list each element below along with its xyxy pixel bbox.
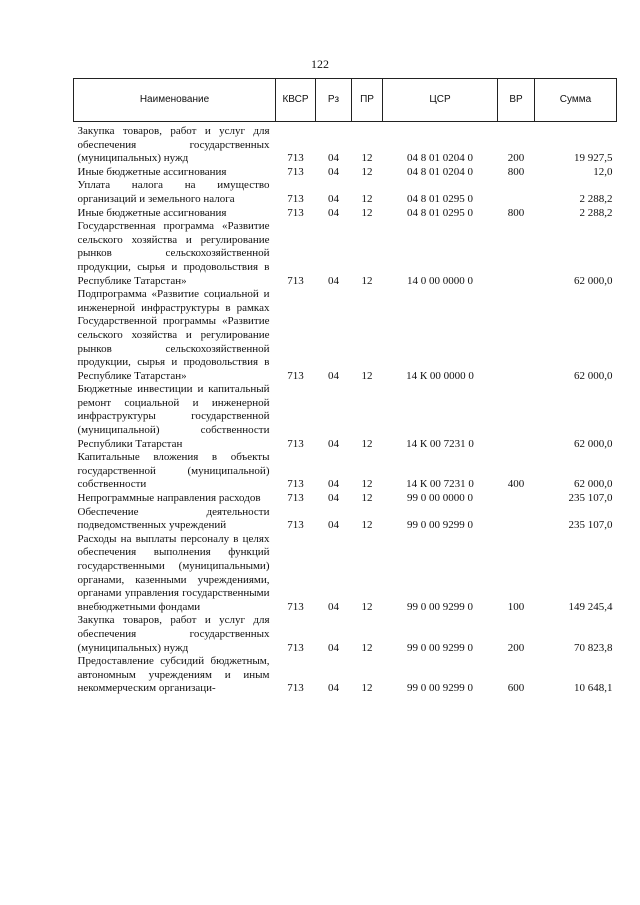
- cell-rz: 04: [328, 600, 339, 613]
- table-row: [74, 451, 617, 492]
- budget-table: [73, 78, 617, 696]
- cell-kvsr: 713: [287, 192, 304, 205]
- cell-name: Подпрограмма «Развитие социальной и инженерной инфраструктуры в рамках Государственной программы «Развитие сельского хозяйства и регулирование рынков сельскохозяйственной продукции, сырья и продовольствия в Республике Татарстан»: [77, 288, 270, 382]
- cell-sum: 149 245,4: [568, 600, 613, 613]
- cell-name: Государственная программа «Развитие сельского хозяйства и регулирование рынков сельскохозяйственной продукции, сырья и продовольствия в Республике Татарстан»: [77, 220, 270, 287]
- cell-csr: 04 8 01 0204 0: [407, 152, 473, 165]
- table-row: [74, 614, 617, 655]
- cell-sum: 62 000,0: [574, 437, 613, 450]
- cell-sum: 10 648,1: [574, 682, 613, 695]
- header-kvsr: КВСР: [276, 79, 316, 122]
- cell-pr: 12: [361, 192, 373, 205]
- cell-rz: 04: [328, 641, 339, 654]
- cell-pr: 12: [361, 600, 373, 613]
- cell-kvsr: 713: [287, 519, 304, 532]
- cell-csr: 14 К 00 0000 0: [406, 369, 474, 382]
- cell-pr: 12: [361, 492, 373, 505]
- cell-rz: 04: [328, 206, 339, 219]
- header-name: Наименование: [74, 79, 276, 122]
- cell-rz: 04: [328, 192, 339, 205]
- cell-csr: 99 0 00 9299 0: [407, 519, 473, 532]
- cell-name: Уплата налога на имущество организаций и земельного налога: [77, 179, 270, 205]
- cell-rz: 04: [328, 437, 339, 450]
- table-row: [74, 122, 617, 166]
- table-row: [74, 383, 617, 451]
- cell-name: Иные бюджетные ассигнования: [77, 206, 227, 219]
- cell-sum: 19 927,5: [574, 152, 613, 165]
- cell-name: Бюджетные инвестиции и капитальный ремонт социальной и инженерной инфраструктуры государственной (муниципальной) собственности Республики Татарстан: [77, 383, 270, 450]
- cell-kvsr: 713: [287, 492, 304, 505]
- header-sum: Сумма: [535, 79, 617, 122]
- cell-kvsr: 713: [287, 478, 304, 491]
- cell-rz: 04: [328, 478, 339, 491]
- cell-csr: 99 0 00 0000 0: [407, 492, 473, 505]
- cell-vr: 200: [507, 152, 525, 165]
- cell-vr: [498, 220, 535, 288]
- page-number: 122: [311, 57, 329, 71]
- cell-rz: 04: [328, 519, 339, 532]
- cell-pr: 12: [361, 682, 373, 695]
- cell-name: Закупка товаров, работ и услуг для обеспечения государственных (муниципальных) нужд: [77, 614, 270, 654]
- cell-vr: [498, 383, 535, 451]
- cell-pr: 12: [361, 519, 373, 532]
- cell-sum: 235 107,0: [568, 492, 613, 505]
- header-vr: ВР: [498, 79, 535, 122]
- cell-csr: 99 0 00 9299 0: [407, 682, 473, 695]
- cell-sum: 2 288,2: [579, 192, 613, 205]
- table-row: [74, 533, 617, 615]
- cell-pr: 12: [361, 437, 373, 450]
- table-row: [74, 220, 617, 288]
- cell-pr: 12: [361, 165, 373, 178]
- cell-pr: 12: [361, 274, 373, 287]
- cell-vr: [498, 492, 535, 506]
- cell-kvsr: 713: [287, 274, 304, 287]
- header-rz: Рз: [316, 79, 352, 122]
- table-row: [74, 655, 617, 696]
- cell-pr: 12: [361, 152, 373, 165]
- cell-sum: 62 000,0: [574, 369, 613, 382]
- cell-sum: 62 000,0: [574, 274, 613, 287]
- cell-vr: [498, 506, 535, 533]
- cell-csr: 99 0 00 9299 0: [407, 600, 473, 613]
- cell-csr: 14 К 00 7231 0: [406, 437, 474, 450]
- table-row: [74, 492, 617, 506]
- cell-rz: 04: [328, 369, 339, 382]
- cell-kvsr: 713: [287, 165, 304, 178]
- header-pr: ПР: [352, 79, 383, 122]
- cell-name: Расходы на выплаты персоналу в целях обеспечения выполнения функций государственными (муниципальными) органами, казенными учреждениями, органами управления государственными внебюджетными фондами: [77, 532, 270, 613]
- cell-csr: 14 К 00 7231 0: [406, 478, 474, 491]
- table-row: [74, 179, 617, 206]
- cell-rz: 04: [328, 492, 339, 505]
- cell-pr: 12: [361, 641, 373, 654]
- cell-csr: 14 0 00 0000 0: [407, 274, 473, 287]
- table-header-row: [74, 79, 617, 122]
- cell-vr: 800: [507, 165, 525, 178]
- table-row: [74, 207, 617, 221]
- cell-kvsr: 713: [287, 682, 304, 695]
- cell-vr: 100: [507, 600, 525, 613]
- cell-vr: 200: [507, 641, 525, 654]
- cell-name: Предоставление субсидий бюджетным, автономным учреждениям и иным некоммерческим организаци-: [77, 655, 270, 695]
- cell-vr: [498, 179, 535, 206]
- cell-sum: 62 000,0: [574, 478, 613, 491]
- cell-rz: 04: [328, 682, 339, 695]
- cell-kvsr: 713: [287, 152, 304, 165]
- cell-vr: 400: [507, 478, 525, 491]
- header-csr: ЦСР: [383, 79, 498, 122]
- cell-sum: 12,0: [593, 165, 613, 178]
- cell-kvsr: 713: [287, 369, 304, 382]
- cell-vr: 800: [507, 206, 525, 219]
- table-row: [74, 288, 617, 383]
- cell-pr: 12: [361, 478, 373, 491]
- cell-rz: 04: [328, 274, 339, 287]
- cell-csr: 04 8 01 0204 0: [407, 165, 473, 178]
- cell-name: Закупка товаров, работ и услуг для обеспечения государственных (муниципальных) нужд: [77, 125, 270, 165]
- cell-rz: 04: [328, 152, 339, 165]
- cell-vr: [498, 288, 535, 383]
- cell-name: Непрограммные направления расходов: [77, 492, 261, 505]
- cell-csr: 04 8 01 0295 0: [407, 192, 473, 205]
- table-row: [74, 166, 617, 180]
- cell-sum: 235 107,0: [568, 519, 613, 532]
- cell-kvsr: 713: [287, 641, 304, 654]
- cell-sum: 70 823,8: [574, 641, 613, 654]
- cell-name: Обеспечение деятельности подведомственных учреждений: [77, 505, 270, 532]
- cell-pr: 12: [361, 206, 373, 219]
- table-row: [74, 506, 617, 533]
- cell-name: Капитальные вложения в объекты государственной (муниципальной) собственности: [77, 451, 270, 491]
- cell-kvsr: 713: [287, 206, 304, 219]
- cell-pr: 12: [361, 369, 373, 382]
- cell-sum: 2 288,2: [579, 206, 613, 219]
- cell-kvsr: 713: [287, 600, 304, 613]
- cell-vr: 600: [507, 682, 525, 695]
- cell-rz: 04: [328, 165, 339, 178]
- cell-csr: 04 8 01 0295 0: [407, 206, 473, 219]
- cell-name: Иные бюджетные ассигнования: [77, 165, 227, 178]
- cell-kvsr: 713: [287, 437, 304, 450]
- cell-csr: 99 0 00 9299 0: [407, 641, 473, 654]
